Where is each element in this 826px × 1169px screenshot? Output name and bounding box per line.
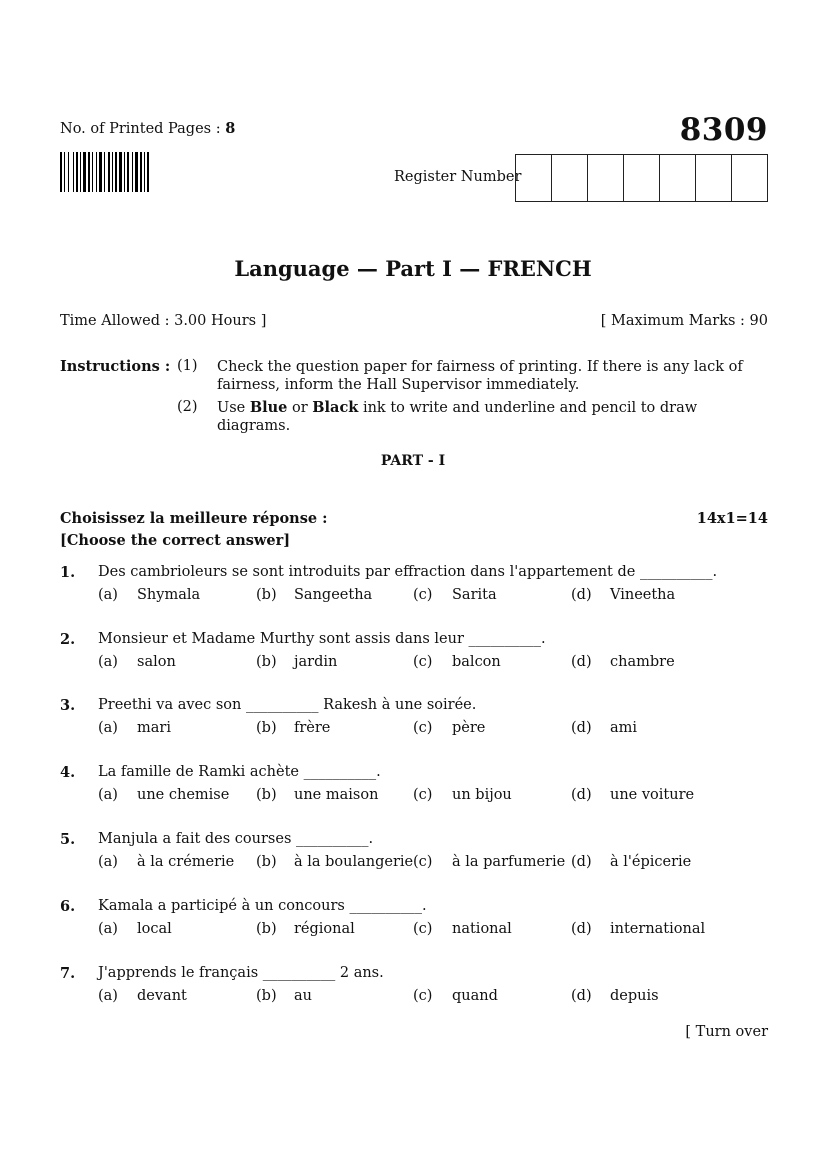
option-text[interactable]: devant (137, 988, 187, 1004)
option-label: (d) (571, 988, 592, 1004)
paper-title: Language — Part I — FRENCH (234, 256, 592, 281)
option-text[interactable]: international (610, 921, 706, 937)
section-heading-french: Choisissez la meilleure réponse : (60, 510, 328, 527)
option-text[interactable]: jardin (294, 654, 338, 670)
option-text[interactable]: Sarita (452, 587, 497, 603)
register-digit-box[interactable] (516, 155, 552, 201)
option-label: (b) (256, 921, 277, 937)
printed-pages-count (60, 120, 235, 137)
printed-pages-label: No. of Printed Pages : (60, 121, 226, 137)
option-label: (c) (413, 787, 433, 803)
option-label: (c) (413, 921, 433, 937)
printed-pages-value: 8 (225, 120, 236, 137)
option-label: (a) (98, 854, 118, 870)
register-digit-box[interactable] (696, 155, 732, 201)
question-text: Des cambrioleurs se sont introduits par effraction dans l'appartement de __________. (98, 564, 718, 580)
option-label: (c) (413, 854, 433, 870)
option-text[interactable]: frère (294, 720, 331, 736)
register-digit-box[interactable] (552, 155, 588, 201)
option-label: (a) (98, 654, 118, 670)
option-label: (a) (98, 988, 118, 1004)
part-title: PART - I (380, 453, 446, 469)
option-label: (b) (256, 787, 277, 803)
option-label: (d) (571, 854, 592, 870)
time-allowed: Time Allowed : 3.00 Hours ] (60, 313, 267, 329)
option-label: (b) (256, 854, 277, 870)
instructions-label: Instructions : (60, 358, 171, 375)
instruction-text: Use Blue or Black ink to write and underline and pencil to draw diagrams. (217, 399, 698, 434)
option-label: (b) (256, 720, 277, 736)
question-number: 2. (60, 631, 76, 648)
option-label: (d) (571, 921, 592, 937)
option-label: (a) (98, 720, 118, 736)
option-text[interactable]: salon (137, 654, 176, 670)
option-label: (d) (571, 720, 592, 736)
option-label: (b) (256, 988, 277, 1004)
ink-blue: Blue (249, 399, 288, 416)
paper-code: 8309 (679, 112, 768, 148)
option-text[interactable]: Sangeetha (294, 587, 373, 603)
question-number: 5. (60, 831, 76, 848)
question-number: 3. (60, 697, 76, 714)
option-label: (d) (571, 587, 592, 603)
option-label: (a) (98, 587, 118, 603)
option-text[interactable]: père (452, 720, 486, 736)
option-text[interactable]: Shymala (137, 587, 201, 603)
option-label: (c) (413, 654, 433, 670)
ink-black: Black (312, 399, 359, 416)
option-text[interactable]: balcon (452, 654, 501, 670)
question-number: 4. (60, 764, 76, 781)
question-text: J'apprends le français __________ 2 ans. (98, 965, 384, 981)
option-text[interactable]: Vineetha (610, 587, 676, 603)
section-heading-english: [Choose the correct answer] (60, 532, 291, 549)
question-text: Kamala a participé à un concours __________. (98, 898, 427, 914)
barcode-icon (60, 152, 184, 192)
option-text[interactable]: une chemise (137, 787, 230, 803)
option-label: (c) (413, 988, 433, 1004)
option-text[interactable]: régional (294, 921, 355, 937)
option-label: (b) (256, 654, 277, 670)
question-number: 1. (60, 564, 76, 581)
option-label: (c) (413, 587, 433, 603)
question-text: Preethi va avec son __________ Rakesh à une soirée. (98, 697, 477, 713)
register-number-boxes[interactable] (515, 154, 768, 202)
question-text: Monsieur et Madame Murthy sont assis dans leur __________. (98, 631, 546, 647)
question-number: 6. (60, 898, 76, 915)
option-text[interactable]: à la boulangerie (294, 854, 414, 870)
option-text[interactable]: à la parfumerie (452, 854, 566, 870)
option-text[interactable]: une voiture (610, 787, 695, 803)
option-text[interactable]: au (294, 988, 312, 1004)
option-text[interactable]: à la crémerie (137, 854, 235, 870)
option-text[interactable]: à l'épicerie (610, 854, 692, 870)
instruction-text: Check the question paper for fairness of printing. If there is any lack of fairness, inform the Hall Supervisor immediately. (217, 359, 743, 393)
option-text[interactable]: ami (610, 720, 638, 736)
register-digit-box[interactable] (660, 155, 696, 201)
option-text[interactable]: national (452, 921, 512, 937)
option-label: (b) (256, 587, 277, 603)
option-text[interactable]: quand (452, 988, 498, 1004)
instruction-number: (1) (177, 358, 198, 374)
option-label: (d) (571, 787, 592, 803)
option-label: (a) (98, 921, 118, 937)
option-text[interactable]: une maison (294, 787, 379, 803)
option-text[interactable]: chambre (610, 654, 675, 670)
register-digit-box[interactable] (624, 155, 660, 201)
register-digit-box[interactable] (588, 155, 624, 201)
option-label: (a) (98, 787, 118, 803)
turn-over: [ Turn over (685, 1024, 768, 1040)
option-text[interactable]: un bijou (452, 787, 512, 803)
question-text: Manjula a fait des courses __________. (98, 831, 374, 847)
option-text[interactable]: mari (137, 720, 171, 736)
register-number-label: Register Number (394, 169, 522, 185)
section-marks: 14x1=14 (696, 510, 768, 527)
option-text[interactable]: depuis (610, 988, 659, 1004)
option-label: (d) (571, 654, 592, 670)
option-label: (c) (413, 720, 433, 736)
instruction-number: (2) (177, 399, 198, 415)
register-digit-box[interactable] (732, 155, 767, 201)
question-text: La famille de Ramki achète __________. (98, 764, 381, 780)
question-number: 7. (60, 965, 76, 982)
option-text[interactable]: local (137, 921, 172, 937)
maximum-marks: [ Maximum Marks : 90 (600, 313, 768, 329)
